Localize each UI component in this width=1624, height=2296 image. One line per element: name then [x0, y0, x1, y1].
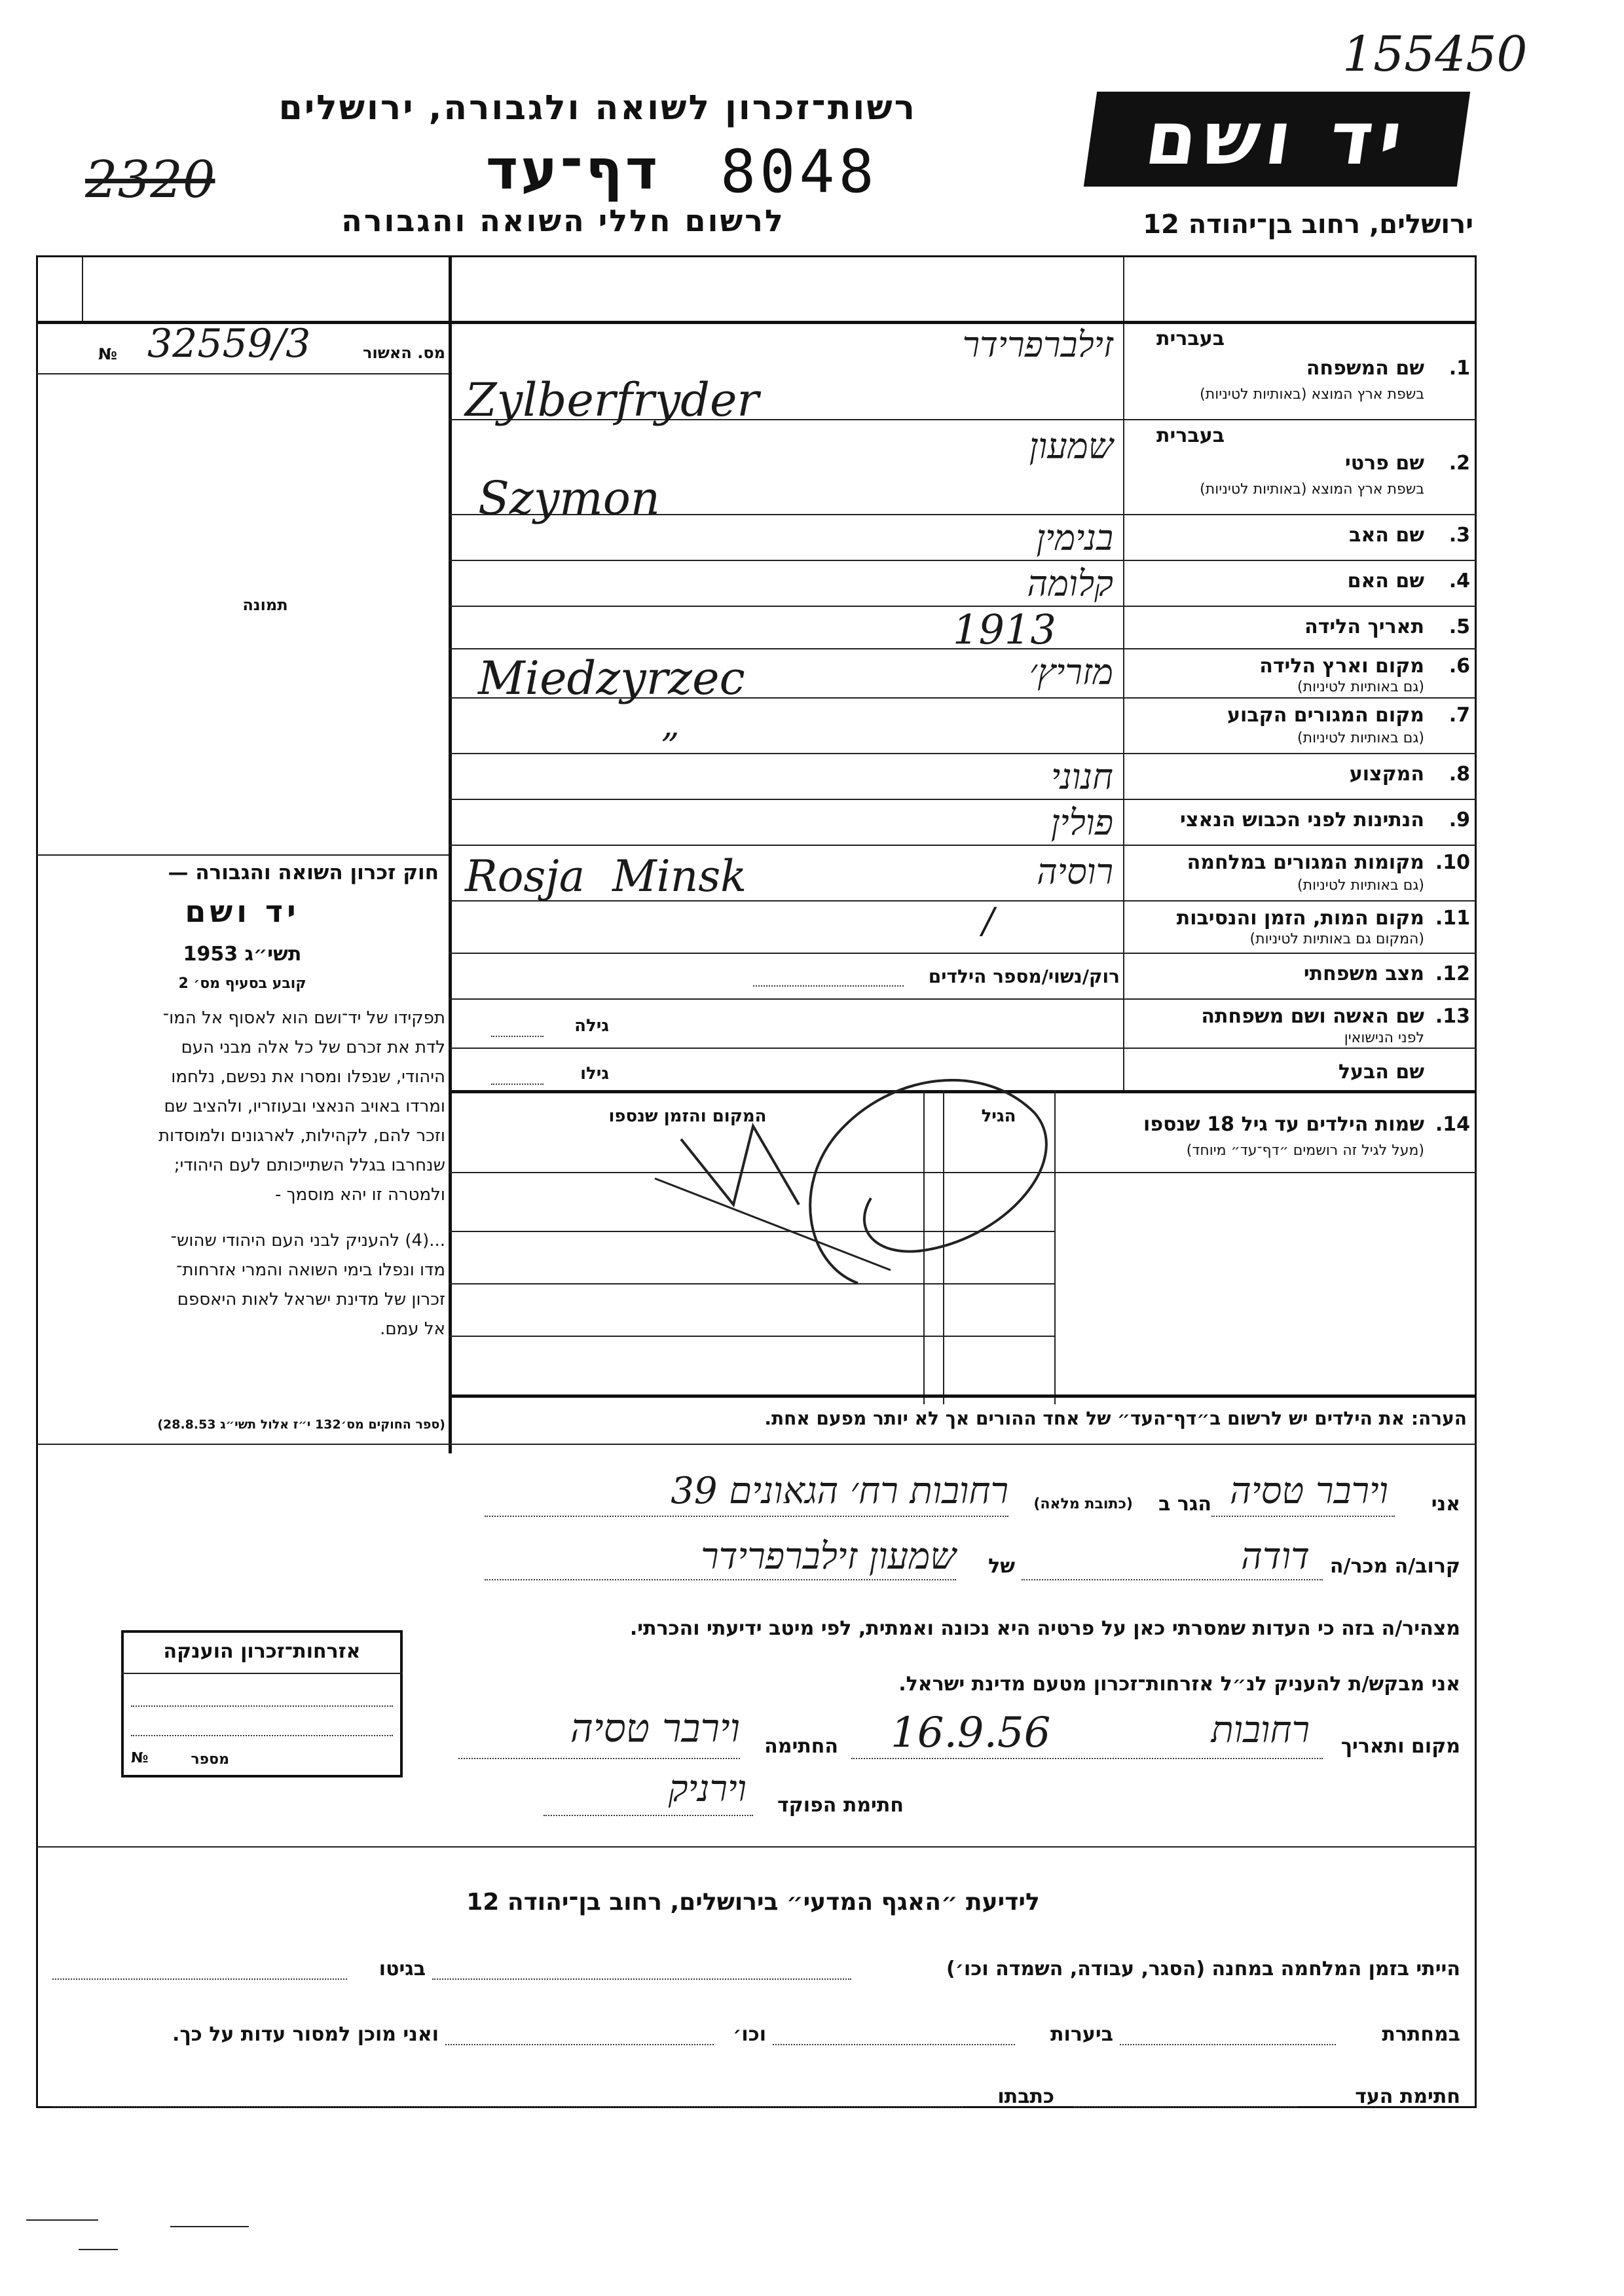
field-4-number: 4.	[1449, 570, 1470, 592]
declarant-prefix: אני	[1431, 1493, 1460, 1516]
footer-forests-blank	[773, 2044, 1015, 2045]
children-place-header: המקום והזמן שנספו	[608, 1106, 767, 1126]
row-line-7	[449, 753, 1477, 754]
declarant-name: וירבר טסיה	[1230, 1470, 1388, 1512]
logo-text: יד ושם	[1140, 96, 1414, 181]
citizenship-number-symbol: №	[131, 1750, 149, 1766]
field-3-hebrew-value: בנימין	[1036, 517, 1113, 558]
address-value: רחובות רח׳ הגאונים 39	[671, 1470, 1008, 1512]
header-address: ירושלים, רחוב בן־יהודה 12	[1143, 210, 1473, 240]
law-text-line: אל עמם.	[380, 1319, 445, 1339]
of-label: של	[988, 1555, 1015, 1578]
address-blank	[485, 1516, 1008, 1517]
field-13-label: שם האשה ושם משפחתה	[1201, 1005, 1424, 1028]
law-text-line: זכרון של מדינת ישראל לאות היאספם	[177, 1290, 445, 1309]
field-7-sublabel: (גם באותיות לטיניות)	[1297, 730, 1424, 746]
field-8-label: המקצוע	[1349, 763, 1424, 786]
field-2-label: שם פרטי	[1344, 452, 1424, 475]
form-subtitle: לרשום חללי השואה והגבורה	[341, 203, 785, 238]
relation-label: קרוב/ה מכר/ה	[1329, 1555, 1460, 1578]
field-8-hebrew-value: חנוני	[1050, 756, 1113, 797]
label-column-separator	[1123, 255, 1124, 1090]
relation-value: דודה	[1241, 1535, 1310, 1578]
field-12-label: מצב משפחתי	[1303, 962, 1424, 985]
citizenship-blank-1	[131, 1705, 393, 1707]
field-6-latin-value: Miedzyrzec	[478, 651, 745, 705]
field-9-hebrew-value: פולין	[1050, 802, 1113, 843]
field-1-sublabel: בשפת ארץ המוצא (באותיות לטיניות)	[1200, 386, 1424, 403]
hebrew-column-hint-2: בעברית	[1156, 424, 1225, 447]
citizenship-line-1	[121, 1673, 403, 1674]
field-7-latin-value: „	[661, 704, 680, 745]
row-line-11	[449, 953, 1477, 954]
field-14-number: 14.	[1435, 1113, 1470, 1136]
field-10-latin-value: Rosja Minsk	[465, 851, 747, 902]
declaration-statement: מצהיר/ה בזה כי העדות שמסרתי כאן על פרטיה היא נכונה ואמתית, לפי מיטב ידיעתי והכרתי.	[629, 1617, 1460, 1640]
signature-blank	[458, 1758, 740, 1759]
scan-mark-3	[79, 2249, 118, 2250]
field-8-number: 8.	[1449, 763, 1470, 786]
top-strip-left-line	[82, 255, 83, 321]
cancellation-scribble	[642, 1034, 1113, 1309]
field-7-number: 7.	[1449, 704, 1470, 727]
law-text-line: ולמטרה זו יהא מוסמך -	[275, 1185, 445, 1205]
footer-camp-line: הייתי בזמן המלחמה במחנה (הסגר, עבודה, השמדה וכו׳)	[946, 1958, 1460, 1980]
field-6-number: 6.	[1449, 655, 1470, 678]
footer-underground-blank	[1120, 2044, 1336, 2045]
field-2-sublabel: בשפת ארץ המוצא (באותיות לטיניות)	[1200, 481, 1424, 498]
law-text-line: היהודי, שנפלו ומסרו את נפשם, נלחמו	[171, 1067, 445, 1087]
place-value: רחובות	[1211, 1709, 1310, 1751]
left-panel-separator	[449, 255, 452, 1453]
footer-testimony-label: ואני מוכן למסור עדות על כך.	[172, 2023, 439, 2046]
law-text-line: שנחרבו בגלל השתייכותם לעם היהודי;	[174, 1156, 445, 1175]
children-age-header: הגיל	[981, 1106, 1016, 1126]
field-6-sublabel: (גם באותיות לטיניות)	[1297, 679, 1424, 695]
footer-etc-blank	[445, 2044, 714, 2045]
photo-label: תמונה	[242, 596, 288, 614]
citizenship-title: אזרחות־זכרון הוענקה	[163, 1640, 361, 1663]
of-blank	[485, 1579, 956, 1580]
scan-mark-1	[26, 2219, 98, 2221]
page-number: 8048	[720, 137, 878, 206]
of-value: שמעון זילברפרידר	[701, 1535, 956, 1578]
footer-witness-signature-blank	[1074, 2106, 1297, 2107]
footer-witness-signature-label: חתימת העד	[1355, 2085, 1460, 2108]
field-12-number: 12.	[1435, 962, 1470, 985]
footer-title: לידיעת ״האגף המדעי״ בירושלים, רחוב בן־יהודה 12	[466, 1889, 1040, 1916]
field-3-number: 3.	[1449, 524, 1470, 547]
row-line-8	[449, 799, 1477, 800]
field-5-label: תאריך הלידה	[1304, 615, 1424, 638]
wife-age-label: גילה	[574, 1016, 609, 1036]
husband-age-label: גילו	[580, 1064, 609, 1084]
footer-address-blank	[52, 2106, 963, 2107]
law-title: חוק זכרון השואה והגבורה —	[168, 861, 439, 884]
official-signature: וירניק	[668, 1768, 747, 1810]
husband-age-blank	[491, 1084, 544, 1085]
children-note: הערה: את הילדים יש לרשום ב״דף־העד״ של אחד ההורים אך לא יותר מפעם אחת.	[764, 1408, 1467, 1429]
field-11-label: מקום המות, הזמן והנסיבות	[1176, 907, 1424, 930]
law-text-line: ...(4) להעניק לבני העם היהודי שהוש־	[170, 1231, 445, 1250]
field-5-number: 5.	[1449, 615, 1470, 638]
date-value: 16.9.56	[891, 1709, 1051, 1757]
field-12-blank	[753, 985, 904, 987]
signature-label: החתימה	[764, 1735, 838, 1758]
archive-ref-number: 155450	[1342, 26, 1528, 82]
wife-age-blank	[491, 1036, 544, 1037]
field-9-number: 9.	[1449, 809, 1470, 831]
footer-forests-label: ביערות	[1050, 2023, 1113, 2046]
official-signature-blank	[544, 1815, 753, 1816]
address-hint: (כתובת מלאה)	[1033, 1496, 1133, 1512]
footer-address-label: כתבתו	[997, 2085, 1054, 2108]
children-bottom-line	[449, 1394, 1477, 1398]
declarant-blank	[1211, 1516, 1395, 1517]
law-text-line: תפקידו של יד־ושם הוא לאסוף אל המו־	[162, 1008, 445, 1028]
field-2-hebrew-value: שמעון	[1029, 426, 1113, 467]
row-line-12	[449, 998, 1477, 1000]
scan-mark-2	[170, 2226, 249, 2227]
approval-value: 32559/3	[147, 321, 311, 367]
approval-symbol: №	[98, 345, 117, 363]
footer-ghetto-label: בגיטו	[378, 1958, 426, 1980]
scribble-strike	[655, 1178, 891, 1270]
field-11-number: 11.	[1435, 907, 1470, 930]
field-1-latin-value: Zylberfryder	[465, 373, 759, 427]
footer-top-line	[36, 1846, 1477, 1848]
children-row-4	[449, 1336, 1054, 1337]
footer-camp-blank	[432, 1978, 851, 1980]
field-10-number: 10.	[1435, 851, 1470, 874]
field-3-label: שם האב	[1349, 524, 1424, 547]
field-13-sublabel: לפני הנישואין	[1344, 1030, 1424, 1046]
field-2-latin-value: Szymon	[478, 471, 660, 525]
field-10-label: מקומות המגורים במלחמה	[1187, 851, 1424, 874]
place-date-blank	[851, 1758, 1323, 1759]
field-5-value: 1913	[953, 606, 1056, 653]
row-line-9	[449, 845, 1477, 846]
field-10-sublabel: (גם באותיות לטיניות)	[1297, 877, 1424, 894]
field-2-number: 2.	[1449, 452, 1470, 475]
left-approval-line	[36, 373, 449, 374]
field-4-label: שם האם	[1347, 570, 1424, 592]
children-sublabel: (מעל לגיל זה רושמים ״דף־עד״ מיוחד)	[1186, 1142, 1424, 1159]
law-source: (ספר החוקים מס׳132 י״ז אלול תשי״ג 28.8.53)	[157, 1417, 445, 1432]
field-11-sublabel: (המקום גם באותיות לטיניות)	[1249, 931, 1424, 947]
law-clause: קובע בסעיף מס׳ 2	[178, 975, 306, 992]
place-date-label: מקום ותאריך	[1340, 1735, 1460, 1758]
crossed-number: 2320	[85, 151, 215, 210]
citizenship-number-label: מספר	[191, 1751, 229, 1768]
note-bottom-line	[36, 1444, 1477, 1445]
husband-label: שם הבעל	[1338, 1061, 1424, 1084]
field-1-hebrew-value: זילברפרידר	[962, 324, 1113, 365]
footer-underground-label: במחתרת	[1382, 2023, 1460, 2046]
yad-vashem-logo	[1084, 92, 1470, 187]
law-text-line: ומרדו באויב הנאצי ובעוזריו, ולהציב שם	[164, 1097, 445, 1116]
field-6-label: מקום וארץ הלידה	[1259, 655, 1424, 678]
field-1-label: שם המשפחה	[1306, 357, 1424, 380]
footer-ghetto-blank	[52, 1978, 347, 1980]
law-text-line: וזכר להם, לקהילות, לארגונים ולמוסדות	[158, 1126, 445, 1146]
signature-value: וירבר טסיה	[570, 1705, 740, 1751]
field-10-hebrew-value: רוסיה	[1037, 851, 1113, 892]
law-name: יד ושם	[185, 894, 300, 929]
form-title: דף־עד	[485, 137, 661, 202]
row-line-3	[449, 560, 1477, 561]
footer-etc-label: וכו׳	[733, 2023, 766, 2046]
relation-blank	[1022, 1579, 1323, 1580]
citizenship-blank-2	[131, 1735, 393, 1736]
field-9-label: הנתינות לפני הכבוש הנאצי	[1180, 809, 1424, 831]
law-text-line: לדת את זכרם של כל אלה מבני העם	[181, 1038, 445, 1057]
field-7-label: מקום המגורים הקבוע	[1227, 704, 1424, 727]
official-signature-label: חתימת הפוקד	[777, 1794, 904, 1817]
authority-line: רשות־זכרון לשואה ולגבורה, ירושלים	[278, 88, 917, 128]
field-1-number: 1.	[1449, 357, 1470, 380]
law-year: תשי״ג 1953	[183, 943, 302, 966]
field-12-options: רוק/נשוי/מספר הילדים	[928, 966, 1120, 987]
field-4-hebrew-value: קלומה	[1027, 563, 1113, 604]
field-6-hebrew-value: מזריץ׳	[1029, 651, 1113, 693]
children-title: שמות הילדים עד גיל 18 שנספו	[1143, 1113, 1424, 1136]
approval-label: מס. האשור	[363, 344, 445, 362]
residing-label: הגר ב	[1158, 1493, 1211, 1516]
left-photo-bottom-line	[36, 854, 449, 856]
field-11-value: /	[982, 900, 995, 941]
scribble-zigzag	[681, 1126, 799, 1205]
field-13-number: 13.	[1435, 1005, 1470, 1028]
hebrew-column-hint: בעברית	[1156, 327, 1225, 350]
citizenship-request: אני מבקש/ת להעניק לנ״ל אזרחות־זכרון מטעם מדינת ישראל.	[898, 1673, 1460, 1696]
law-text-line: מדו ונפלו בימי השואה והמרי אזרחות־	[176, 1260, 445, 1280]
